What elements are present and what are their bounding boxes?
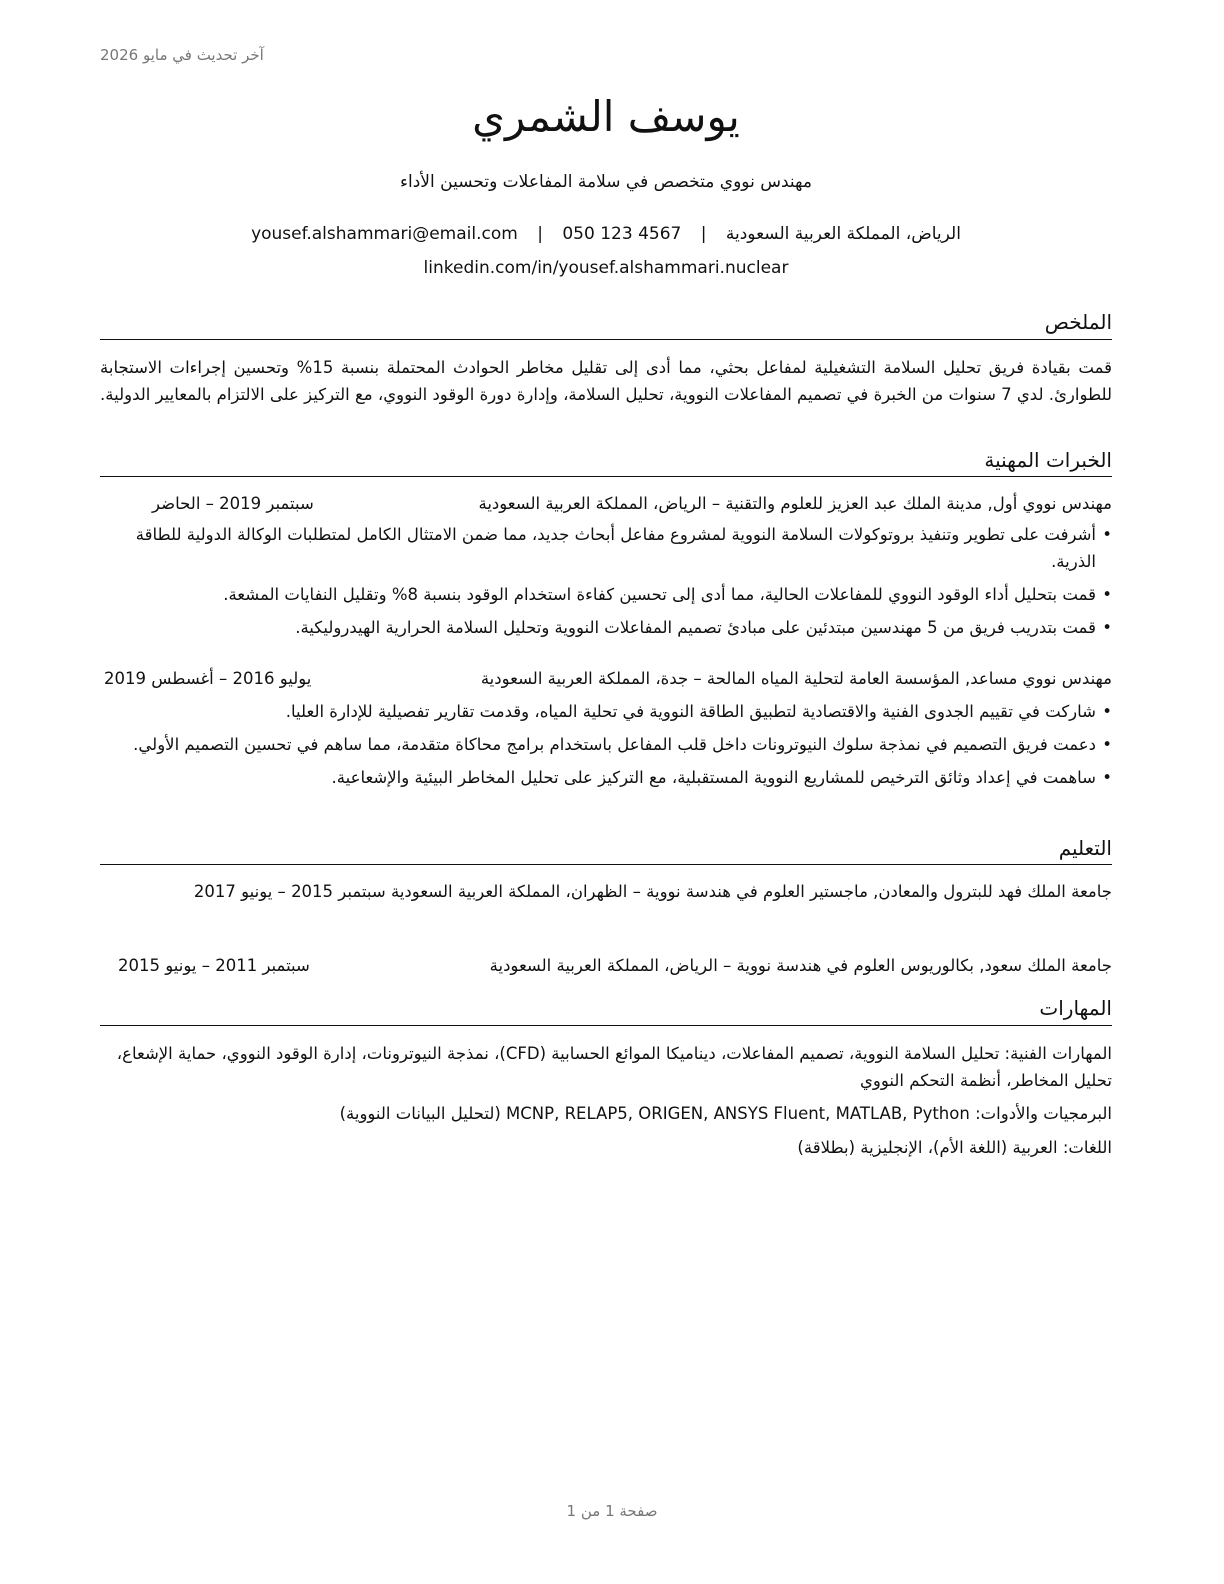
contact-line <box>100 224 1112 244</box>
skills-software: البرمجيات والأدوات: MCNP, RELAP5, ORIGEN, ANSYS Fluent, MATLAB, Python (لتحليل البيانات النووية) <box>339 1104 1112 1123</box>
list-item: • أشرفت على تطوير وتنفيذ بروتوكولات السلامة النووية لمشروع مفاعل أبحاث جديد، مما ضمن الامتثال الكامل لمتطلبات الوكالة الدولية للطاقة الذرية. <box>100 521 1112 575</box>
summary-text: قمت بقيادة فريق تحليل السلامة التشغيلية لمفاعل بحثي، مما أدى إلى تقليل مخاطر الحوادث المحتملة بنسبة 15% وتحسين إجراءات الاستجابة للطوارئ. لدي 7 سنوات من الخبرة في تصميم المفاعلات النووية، تحليل السلامة، وإدارة دورة الوقود النووي، مع التركيز على الالتزام بالمعايير الدولية. <box>100 358 1112 404</box>
contact-separator: | <box>537 224 543 244</box>
skills-languages: اللغات: العربية (اللغة الأم)، الإنجليزية (بطلاقة) <box>797 1138 1112 1157</box>
list-item: • قمت بتدريب فريق من 5 مهندسين مبتدئين على مبادئ تصميم المفاعلات النووية وتحليل السلامة الحرارية الهيدروليكية. <box>100 614 1112 641</box>
education-item <box>100 878 1112 905</box>
job-bullets <box>100 521 1112 647</box>
job-title: مهندس نووي أول, مدينة الملك عبد العزيز للعلوم والتقنية – الرياض، المملكة العربية السعودية <box>478 494 1112 513</box>
section-divider <box>100 1025 1112 1026</box>
job-heading <box>100 494 1112 522</box>
resume-page <box>100 0 1112 1584</box>
section-divider <box>100 476 1112 477</box>
section-divider <box>100 339 1112 340</box>
candidate-name: يوسف الشمري <box>472 92 740 141</box>
last-updated: آخر تحديث في مايو 2026 <box>100 46 264 64</box>
section-title-summary: الملخص <box>1044 310 1112 334</box>
contact-linkedin[interactable]: linkedin.com/in/yousef.alshammari.nuclear <box>423 258 789 278</box>
job-bullets <box>100 698 1112 797</box>
education-text: جامعة الملك فهد للبترول والمعادن, ماجستير العلوم في هندسة نووية – الظهران، المملكة العربية السعودية <box>390 882 1112 901</box>
section-divider <box>100 864 1112 865</box>
education-item <box>100 956 1112 984</box>
contact-separator: | <box>700 224 707 244</box>
section-title-education: التعليم <box>1058 836 1112 860</box>
section-title-skills: المهارات <box>1039 996 1112 1020</box>
skills-technical: المهارات الفنية: تحليل السلامة النووية، تصميم المفاعلات، ديناميكا الموائع الحسابية (CFD)، نمذجة النيوترونات، إدارة الوقود النووي، حماية الإشعاع، تحليل المخاطر، أنظمة التحكم النووي <box>116 1044 1112 1090</box>
candidate-subtitle: مهندس نووي متخصص في سلامة المفاعلات وتحسين الأداء <box>400 172 812 192</box>
contact-phone: 050 123 4567 <box>562 224 682 244</box>
list-item: • دعمت فريق التصميم في نمذجة سلوك النيوترونات داخل قلب المفاعل باستخدام برامج محاكاة متقدمة، مما ساهم في تحسين التصميم الأولي. <box>100 731 1112 758</box>
job-heading <box>100 669 1112 697</box>
job-dates: سبتمبر 2019 – الحاضر <box>152 494 314 513</box>
education-dates: سبتمبر 2011 – يونيو 2015 <box>118 956 310 975</box>
list-item: • قمت بتحليل أداء الوقود النووي للمفاعلات الحالية، مما أدى إلى تحسين كفاءة استخدام الوقود بنسبة 8% وتقليل النفايات المشعة. <box>100 581 1112 608</box>
job-dates: يوليو 2016 – أغسطس 2019 <box>104 669 312 688</box>
contact-location: الرياض، المملكة العربية السعودية <box>725 224 961 244</box>
page-number: صفحة 1 من 1 <box>566 1502 658 1520</box>
list-item: • شاركت في تقييم الجدوى الفنية والاقتصادية لتطبيق الطاقة النووية في تحلية المياه، وقدمت تقارير تفصيلية للإدارة العليا. <box>100 698 1112 725</box>
education-dates: سبتمبر 2015 – يونيو 2017 <box>193 882 386 901</box>
section-title-experience: الخبرات المهنية <box>984 448 1112 472</box>
contact-email[interactable]: yousef.alshammari@email.com <box>251 224 518 244</box>
list-item: • ساهمت في إعداد وثائق الترخيص للمشاريع النووية المستقبلية، مع التركيز على تحليل المخاطر البيئية والإشعاعية. <box>100 764 1112 791</box>
job-title: مهندس نووي مساعد, المؤسسة العامة لتحلية المياه المالحة – جدة، المملكة العربية السعودية <box>480 669 1112 688</box>
education-text: جامعة الملك سعود, بكالوريوس العلوم في هندسة نووية – الرياض، المملكة العربية السعودية <box>489 956 1112 975</box>
